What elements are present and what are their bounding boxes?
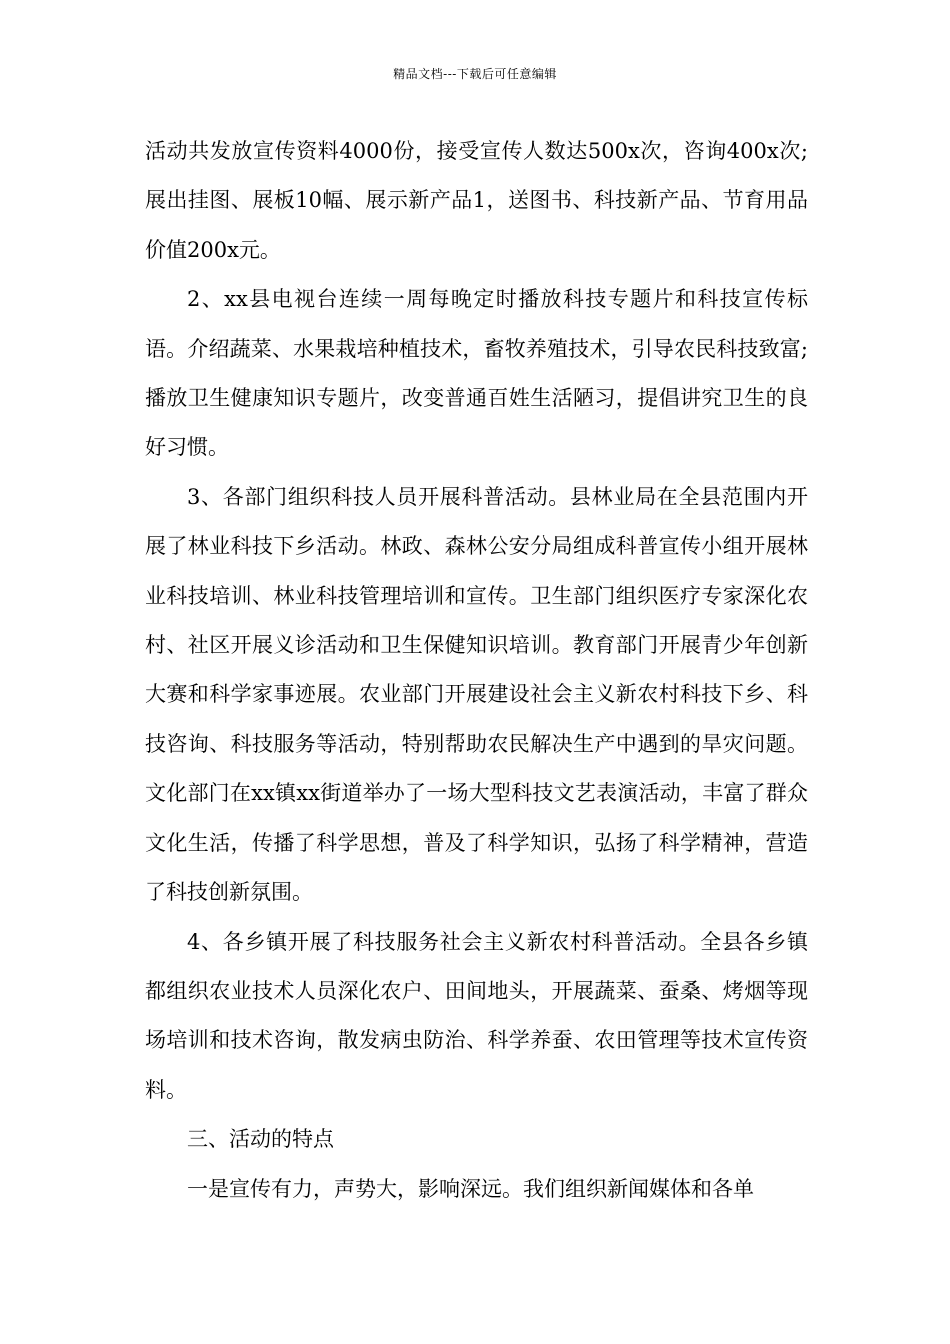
paragraph-2: 2、xx县电视台连续一周每晚定时播放科技专题片和科技宣传标语。介绍蔬菜、水果栽培种植技术，畜牧养殖技术，引导农民科技致富;播放卫生健康知识专题片，改变普通百姓生活陋习，提倡讲究卫生的良好习惯。 <box>145 287 808 460</box>
paragraph-5: 一是宣传有力，声势大，影响深远。我们组织新闻媒体和各单 <box>187 1176 754 1201</box>
paragraph-4: 4、各乡镇开展了科技服务社会主义新农村科普活动。全县各乡镇都组织农业技术人员深化农户、田间地头，开展蔬菜、蚕桑、烤烟等现场培训和技术咨询，散发病虫防治、科学养蚕、农田管理等技术宣传资料。 <box>145 929 808 1102</box>
section-heading: 三、活动的特点 <box>187 1127 334 1152</box>
paragraph-3: 3、各部门组织科技人员开展科普活动。县林业局在全县范围内开展了林业科技下乡活动。林政、森林公安分局组成科普宣传小组开展林业科技培训、林业科技管理培训和宣传。卫生部门组织医疗专家深化农村、社区开展义诊活动和卫生保健知识培训。教育部门开展青少年创新大赛和科学家事迹展。农业部门开展建设社会主义新农村科技下乡、科技咨询、科技服务等活动，特别帮助农民解决生产中遇到的旱灾问题。文化部门在xx镇xx街道举办了一场大型科技文艺表演活动，丰富了群众文化生活，传播了科学思想，普及了科学知识，弘扬了科学精神，营造了科技创新氛围。 <box>145 484 808 905</box>
page-header: 精品文档---下载后可任意编辑 <box>393 67 557 81</box>
document-body <box>145 127 808 1214</box>
paragraph-1: 活动共发放宣传资料4000份，接受宣传人数达500x次，咨询400x次;展出挂图、展板10幅、展示新产品1，送图书、科技新产品、节育用品价值200x元。 <box>145 139 808 262</box>
